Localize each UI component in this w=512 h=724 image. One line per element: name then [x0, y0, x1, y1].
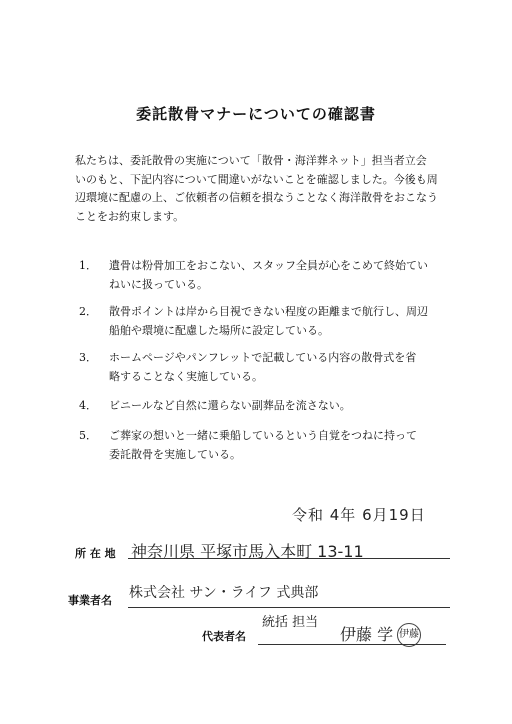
list-line: ねいに扱っている。: [109, 277, 208, 291]
list-number: 2．: [79, 305, 97, 318]
rep-underline: [258, 644, 446, 645]
address-value: 神奈川県 平塚市馬入本町 13-11: [131, 542, 364, 561]
intro-line: 辺環境に配慮の上、ご依頼者の信頼を損なうことなく海洋散骨をおこなう: [75, 191, 438, 204]
document-title: 委託散骨マナーについての確認書: [136, 105, 376, 123]
intro-line: 私たちは、委託散骨の実施について「散骨・海洋葬ネット」担当者立会: [75, 154, 427, 167]
list-line: 船舶や環境に配慮した場所に設定している。: [109, 323, 329, 337]
list-line: ご葬家の想いと一緒に乗船しているという自覚をつねに持って: [109, 429, 417, 442]
personal-seal-stamp: 伊藤: [397, 623, 421, 647]
intro-line: ことをお約束します。: [75, 209, 185, 223]
list-line: 略することなく実施している。: [109, 369, 263, 383]
list-text: [109, 303, 459, 340]
list-line: 委託散骨を実施している。: [109, 447, 241, 461]
rep-name: 伊藤 学: [340, 625, 394, 644]
list-number: 3．: [79, 351, 97, 364]
intro-line: いのもと、下記内容について間違いがないことを確認しました。今後も周: [75, 172, 438, 186]
list-line: ビニールなど自然に還らない副葬品を流さない。: [109, 399, 351, 412]
list-text: [109, 257, 459, 294]
rep-title: 統括 担当: [262, 615, 319, 630]
company-value: 株式会社 サン・ライフ 式典部: [129, 585, 319, 601]
rep-label: 代表者名: [202, 630, 246, 643]
handwritten-date: 令和 4年 6月19日: [292, 506, 426, 524]
company-underline: [128, 607, 450, 608]
company-label: 事業者名: [68, 594, 112, 607]
intro-paragraph: [75, 152, 447, 226]
address-underline: [128, 558, 450, 559]
list-text: [109, 427, 459, 464]
list-line: 散骨ポイントは岸から目視できない程度の距離まで航行し、周辺: [109, 305, 428, 318]
list-text: [109, 349, 459, 386]
list-text: [109, 397, 459, 416]
list-number: 1．: [79, 259, 97, 272]
list-number: 5．: [79, 429, 97, 442]
list-line: ホームページやパンフレットで記載している内容の散骨式を省: [109, 351, 417, 364]
list-number: 4．: [79, 399, 97, 412]
list-line: 遺骨は粉骨加工をおこない、スタッフ全員が心をこめて終始てい: [109, 259, 428, 272]
address-label: 所 在 地: [75, 547, 116, 560]
